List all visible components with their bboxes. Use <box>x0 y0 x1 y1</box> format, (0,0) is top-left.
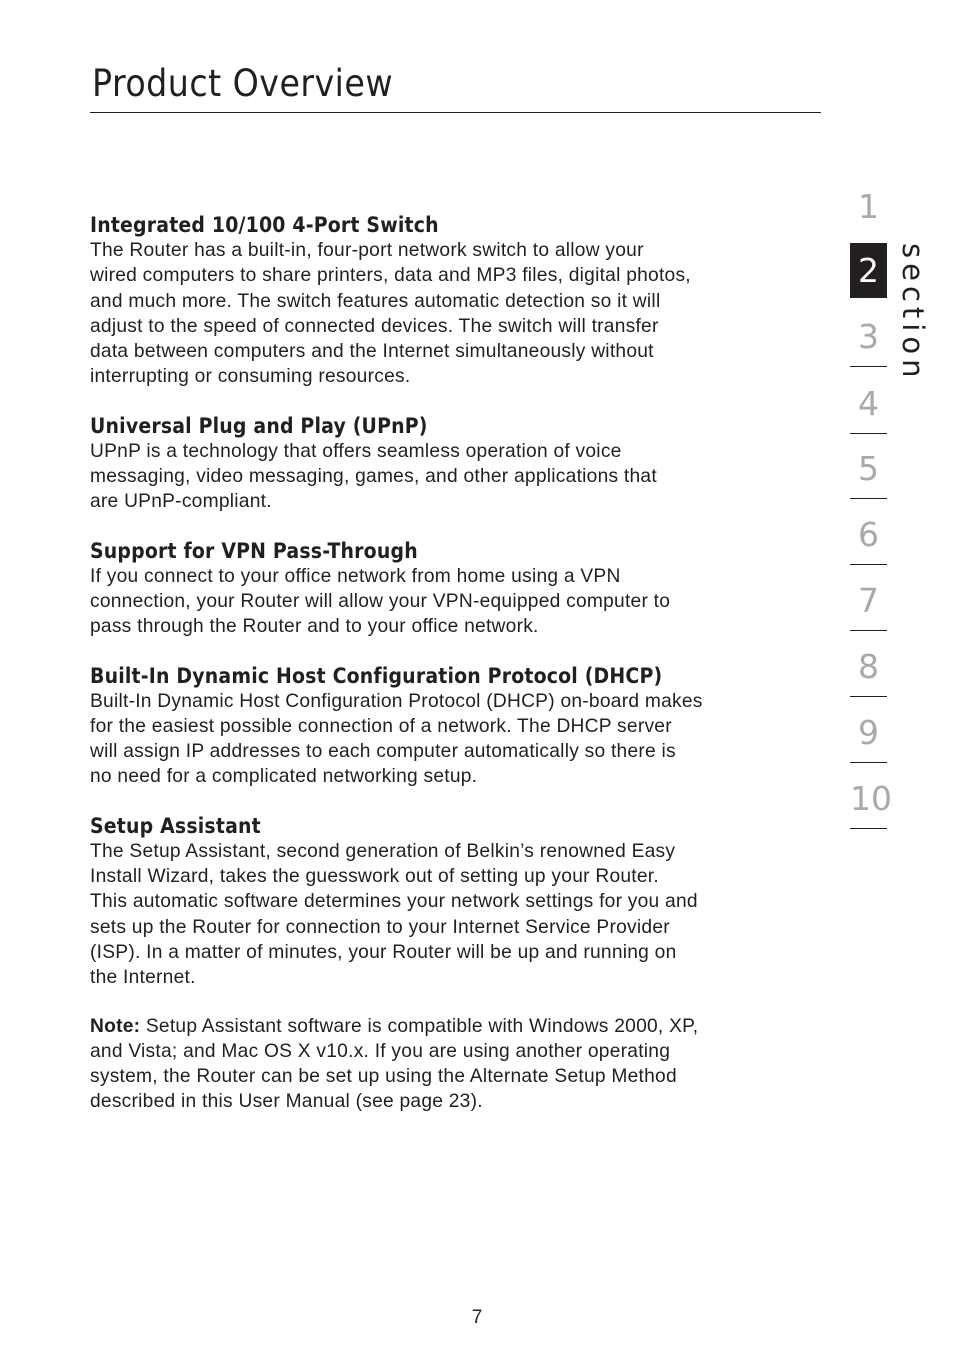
section-tab-8[interactable] <box>850 639 887 694</box>
page-title: Product Overview <box>92 62 394 105</box>
section-tab-divider <box>850 696 887 697</box>
section-tab-divider <box>850 828 887 829</box>
section-tab-1[interactable] <box>850 179 887 234</box>
section-tab-9[interactable] <box>850 705 887 760</box>
feature-dhcp <box>90 662 810 790</box>
feature-heading: Built-In Dynamic Host Configuration Protocol (DHCP) <box>90 663 663 688</box>
section-tab-number: 10 <box>850 779 892 818</box>
feature-heading: Setup Assistant <box>90 813 261 838</box>
feature-body: If you connect to your office network from home using a VPN connection, your Router will allow your VPN-equipped computer to pass through the Router and to your office network. <box>90 565 671 638</box>
section-tab-divider <box>850 630 887 631</box>
title-divider <box>90 112 821 113</box>
section-tab-number: 2 <box>858 251 879 290</box>
section-tab-number: 5 <box>858 449 879 488</box>
note-label: Note: <box>90 1015 141 1037</box>
section-tab-divider <box>850 498 887 499</box>
feature-body: The Setup Assistant, second generation of Belkin’s renowned Easy Install Wizard, takes the guesswork out of setting up your Router. This automatic software determines your network settings for you and sets up the Router for connection to your Internet Service Provider (ISP). In a matter of minutes, your Router will be up and running on the Internet. <box>90 840 698 989</box>
main-content <box>90 211 810 1115</box>
section-tab-number: 3 <box>858 317 879 356</box>
feature-body: UPnP is a technology that offers seamless operation of voice messaging, video messaging, games, and other applications that are UPnP-compliant. <box>90 440 657 513</box>
section-tab-divider <box>850 366 887 367</box>
note-paragraph <box>90 1014 810 1115</box>
feature-body: Built-In Dynamic Host Configuration Protocol (DHCP) on-board makes for the easiest possible connection of a network. The DHCP server will assign IP addresses to each computer automatically so there is no need for a complicated networking setup. <box>90 690 703 788</box>
section-label: section <box>896 243 930 383</box>
section-tab-number: 1 <box>858 187 879 226</box>
section-tab-2[interactable] <box>850 243 887 298</box>
feature-switch <box>90 211 810 390</box>
section-tab-number: 7 <box>858 581 879 620</box>
section-tab-divider <box>850 564 887 565</box>
feature-upnp <box>90 412 810 515</box>
feature-heading: Support for VPN Pass-Through <box>90 538 418 563</box>
feature-body: The Router has a built-in, four-port network switch to allow your wired computers to share printers, data and MP3 files, digital photos, and much more. The switch features automatic detection so it will adjust to the speed of connected devices. The switch will transfer data between computers and the Internet simultaneously without interrupting or consuming resources. <box>90 240 691 388</box>
section-tab-7[interactable] <box>850 573 887 628</box>
section-tab-number: 8 <box>858 647 879 686</box>
section-tab-divider <box>850 433 887 434</box>
section-tab-4[interactable] <box>850 376 887 431</box>
feature-heading: Universal Plug and Play (UPnP) <box>90 413 428 438</box>
page-number: 7 <box>471 1307 483 1328</box>
feature-setup-assistant <box>90 812 810 991</box>
section-tab-10[interactable] <box>850 771 892 826</box>
section-tab-6[interactable] <box>850 507 887 562</box>
section-tab-number: 4 <box>858 384 879 423</box>
feature-vpn <box>90 537 810 640</box>
section-tab-5[interactable] <box>850 441 887 496</box>
section-tab-number: 6 <box>858 515 879 554</box>
section-tab-number: 9 <box>858 713 879 752</box>
note-text: Setup Assistant software is compatible with Windows 2000, XP, and Vista; and Mac OS X v10.x. If you are using another operating system, the Router can be set up using the Alternate Setup Method described in this User Manual (see page 23). <box>90 1015 699 1113</box>
feature-heading: Integrated 10/100 4-Port Switch <box>90 213 439 237</box>
section-tab-divider <box>850 762 887 763</box>
section-tab-3[interactable] <box>850 309 887 364</box>
